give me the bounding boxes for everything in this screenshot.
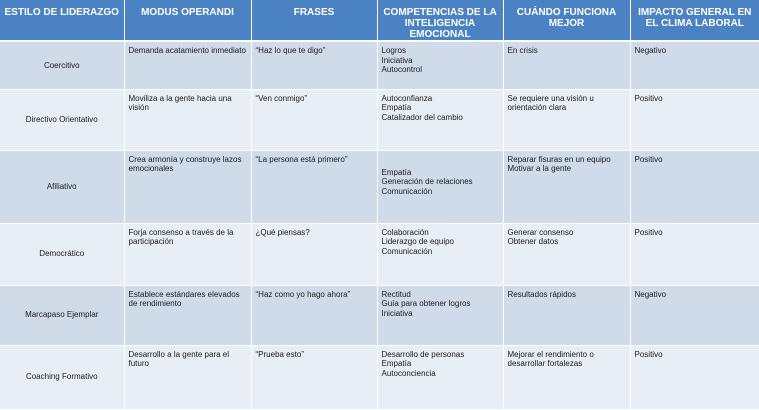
competency-item: Empatía (381, 359, 412, 368)
competency-item: Autoconfianza (381, 93, 433, 103)
header-modus: MODUS OPERANDI (124, 0, 251, 41)
competency-item: Autoconciencia (381, 368, 436, 378)
table-header (0, 0, 759, 41)
competency-item: Desarrollo de personas (381, 349, 465, 359)
competency-item: Rectitud (381, 289, 411, 299)
competency-item: Generación de relaciones (381, 177, 473, 186)
phrase-cell: “Haz como yo hago ahora” (251, 285, 377, 345)
table-row (0, 150, 759, 223)
modus-operandi-cell: Forja consenso a través de la participación (124, 223, 251, 285)
competency-item: Iniciativa (381, 55, 413, 65)
phrase-cell: “Ven conmigo” (251, 89, 377, 150)
header-competencies: COMPETENCIAS DE LA INTELIGENCIA EMOCIONAL (377, 0, 503, 41)
when-line: Obtener datos (507, 237, 559, 246)
table-row (0, 89, 759, 150)
when-line: Reparar fisuras en un equipo (507, 154, 611, 164)
impact-cell: Positivo (630, 150, 759, 223)
leadership-style-cell: Afiliativo (0, 150, 124, 223)
competency-item: Guía para obtener logros (381, 299, 471, 308)
impact-cell: Negativo (630, 41, 759, 89)
competencies-cell (377, 345, 503, 409)
leadership-style-cell: Marcapaso Ejemplar (0, 285, 124, 345)
when-line: En crisis (507, 46, 538, 55)
table-row (0, 285, 759, 345)
competency-item: Iniciativa (381, 308, 413, 318)
impact-cell: Negativo (630, 285, 759, 345)
header-impact: IMPACTO GENERAL EN EL CLIMA LABORAL (630, 0, 759, 41)
when-line: Se requiere una visión u orientación clara (507, 93, 594, 112)
when-works-best-cell (503, 285, 630, 345)
modus-operandi-cell: Establece estándares elevados de rendimiento (124, 285, 251, 345)
competency-item: Empatía (381, 103, 412, 112)
impact-cell: Positivo (630, 223, 759, 285)
modus-operandi-cell: Desarrollo a la gente para el futuro (124, 345, 251, 409)
when-line: Mejorar el rendimiento o desarrollar fortalezas (507, 349, 594, 368)
phrase-cell: ¿Qué piensas? (251, 223, 377, 285)
phrase-cell: “La persona está primero” (251, 150, 377, 223)
table-row (0, 223, 759, 285)
header-style: ESTILO DE LIDERAZGO (0, 0, 124, 41)
competencies-cell (377, 285, 503, 345)
modus-operandi-cell: Crea armonía y construye lazos emocionales (124, 150, 251, 223)
header-when: CUÁNDO FUNCIONA MEJOR (503, 0, 630, 41)
when-line: Generar consenso (507, 227, 574, 237)
when-line: Resultados rápidos (507, 289, 576, 299)
competency-item: Catalizador del cambio (381, 112, 463, 122)
impact-cell: Positivo (630, 89, 759, 150)
competencies-cell (377, 41, 503, 89)
leadership-style-cell: Coercitivo (0, 41, 124, 89)
impact-cell: Positivo (630, 345, 759, 409)
modus-operandi-cell: Demanda acatamiento inmediato (124, 41, 251, 89)
competency-item: Logros (381, 46, 406, 55)
phrase-cell: “Haz lo que te digo” (251, 41, 377, 89)
competency-item: Empatía (381, 167, 412, 177)
table-row (0, 345, 759, 409)
competency-item: Autocontrol (381, 65, 422, 74)
leadership-style-cell: Democrático (0, 223, 124, 285)
competency-item: Comunicación (381, 186, 433, 196)
table-row (0, 41, 759, 89)
competency-item: Colaboración (381, 227, 429, 237)
header-phrases: FRASES (251, 0, 377, 41)
phrase-cell: “Prueba esto” (251, 345, 377, 409)
competencies-cell (377, 89, 503, 150)
when-works-best-cell (503, 41, 630, 89)
when-works-best-cell (503, 89, 630, 150)
competencies-cell (377, 223, 503, 285)
when-line: Motivar a la gente (507, 164, 572, 173)
leadership-style-cell: Directivo Orientativo (0, 89, 124, 150)
competencies-cell (377, 150, 503, 223)
leadership-style-cell: Coaching Formativo (0, 345, 124, 409)
when-works-best-cell (503, 345, 630, 409)
when-works-best-cell (503, 150, 630, 223)
modus-operandi-cell: Moviliza a la gente hacia una visión (124, 89, 251, 150)
competency-item: Comunicación (381, 246, 433, 256)
competency-item: Liderazgo de equipo (381, 237, 455, 246)
when-works-best-cell (503, 223, 630, 285)
